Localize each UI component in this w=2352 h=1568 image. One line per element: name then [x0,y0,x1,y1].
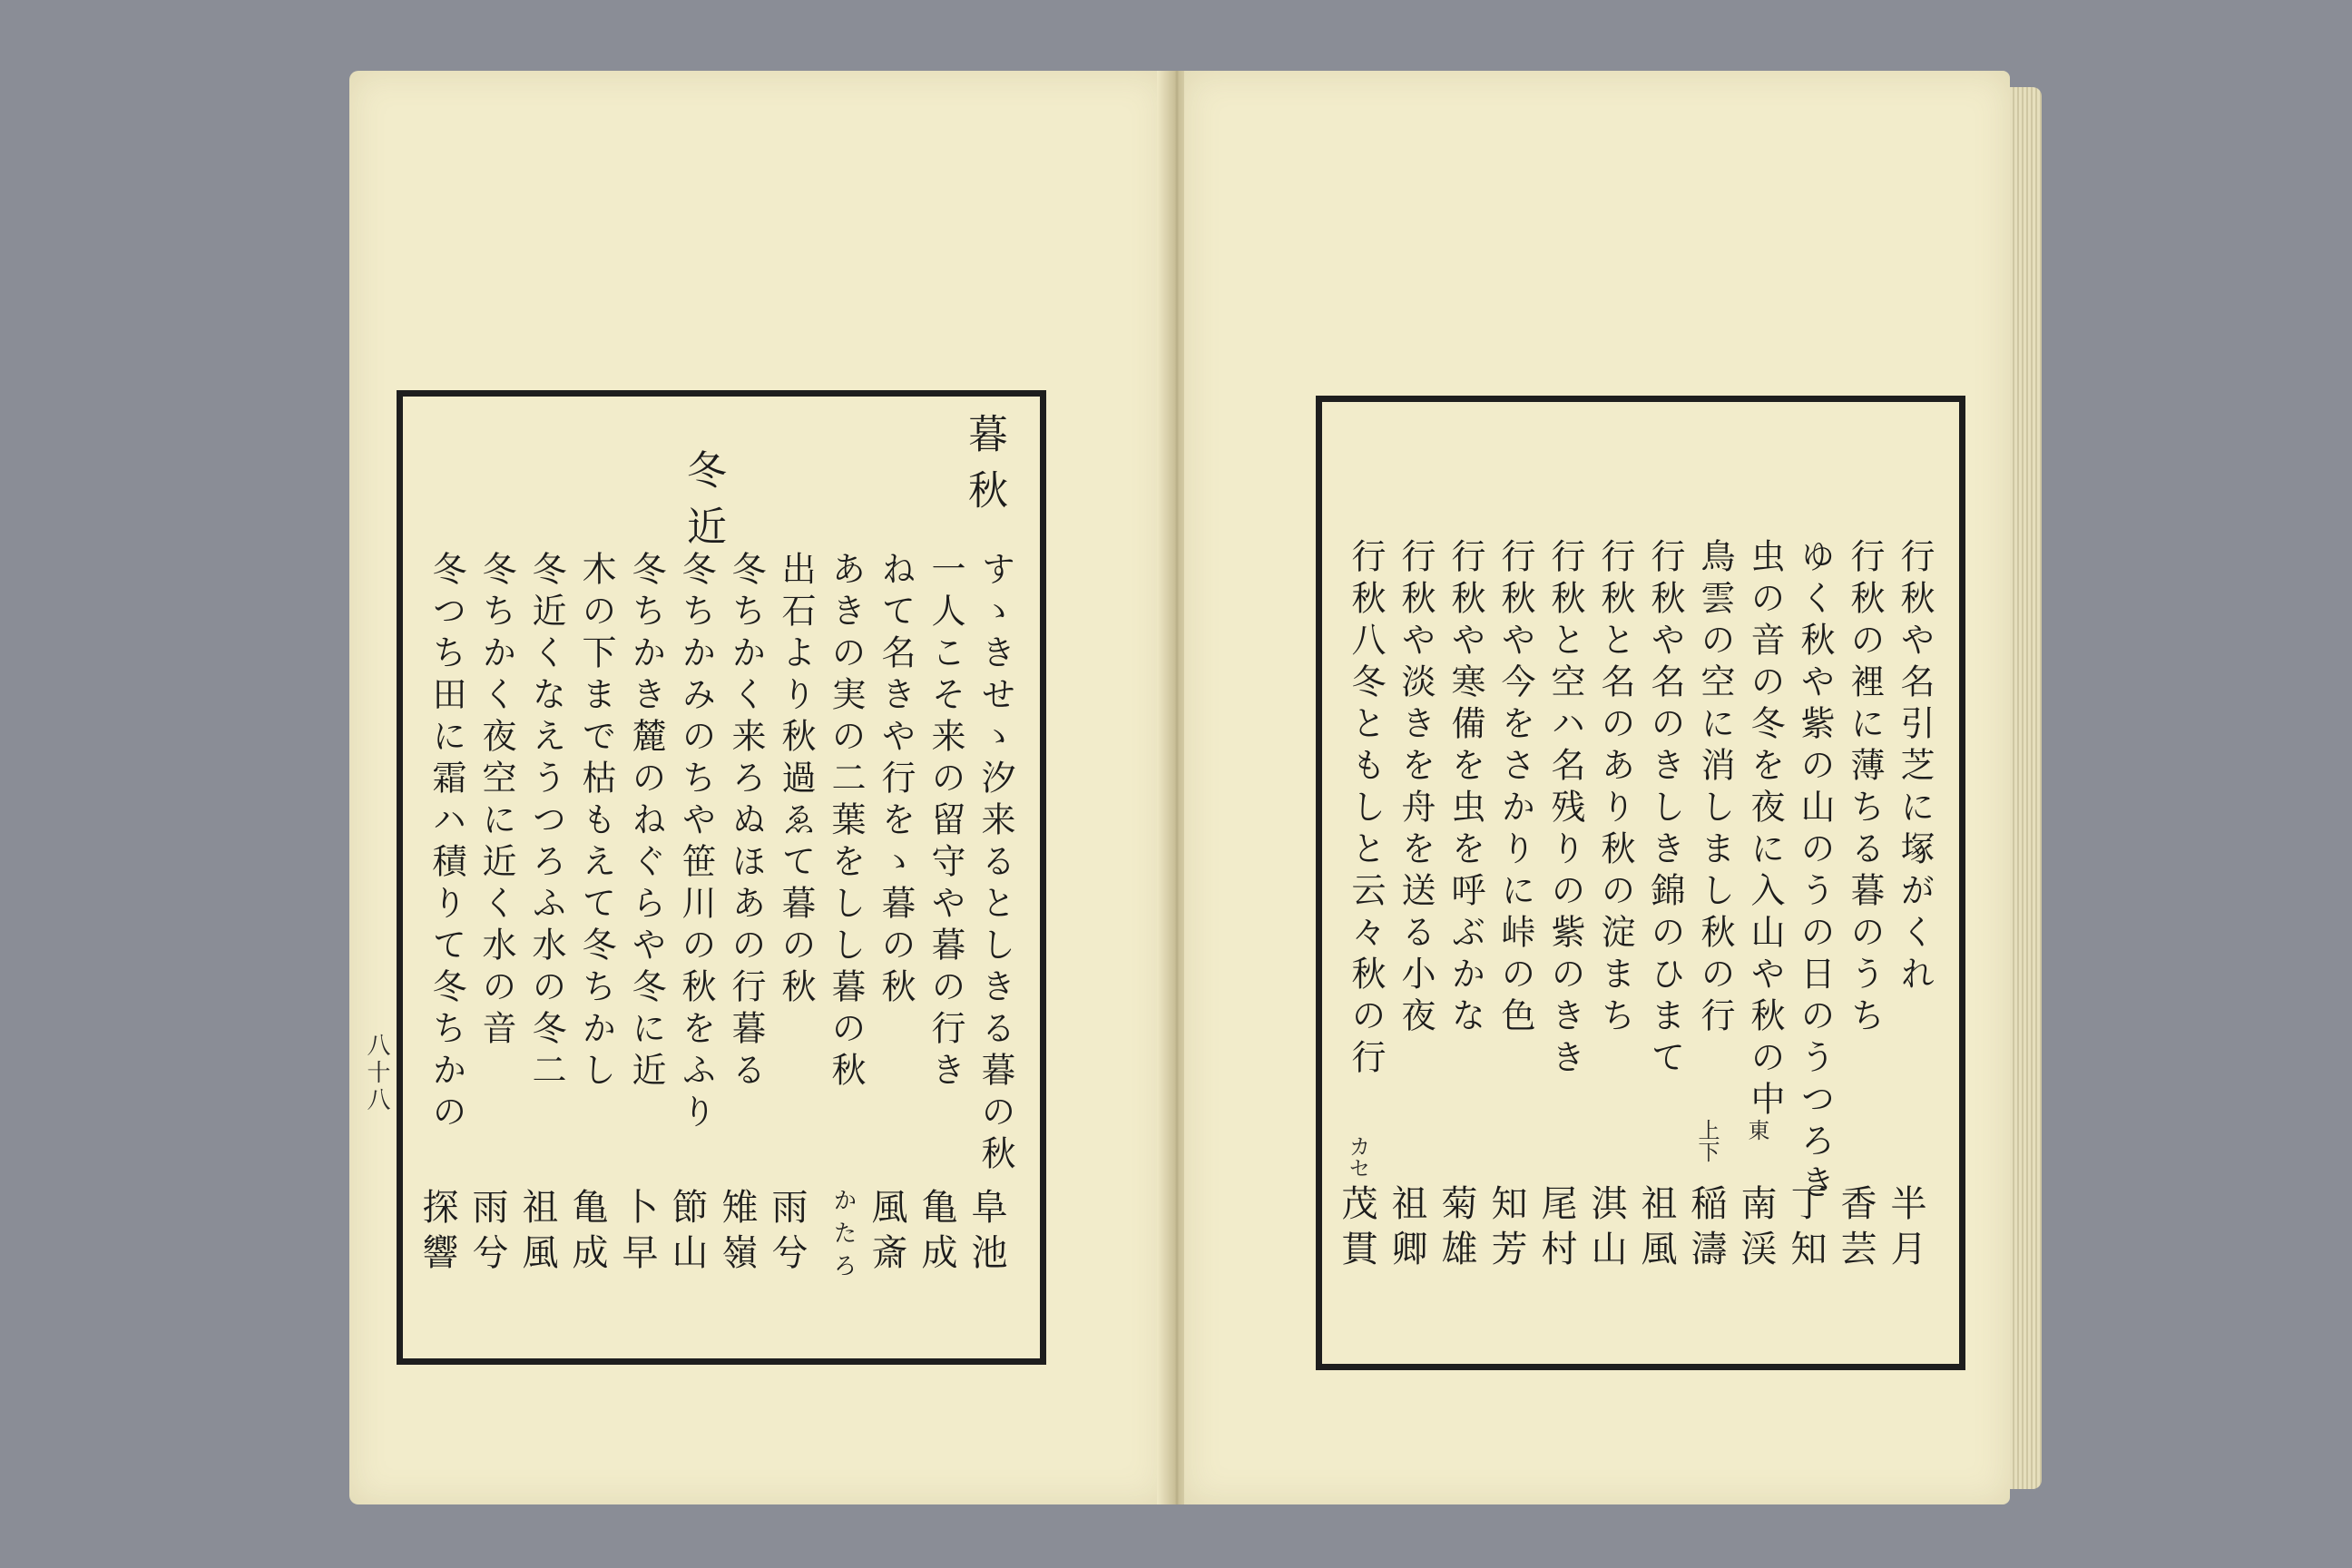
author: 風斎 [866,1188,907,1279]
verse-col: 冬ちかく夜空に近く水の音 [476,551,516,1052]
verse-col: 一人こそ来の留守や暮の行き [926,551,965,1093]
author: 稲濤 [1685,1184,1727,1275]
verse-col: 木の下まで枯もえて冬ちかし [576,551,616,1093]
author: 香芸 [1835,1184,1877,1275]
author: 淇山 [1585,1184,1627,1275]
author: 雨兮 [766,1188,808,1279]
verse-col: 行秋と空ハ名残りの紫のきき [1545,538,1585,1081]
right-text-frame [1316,396,1965,1370]
author: 祖風 [1635,1184,1677,1275]
verse-col: ゆく秋や紫の山のうの日のうつろき [1795,538,1835,1206]
verse-col: 虫の音の冬を夜に入山や秋の中 [1745,538,1785,1122]
author: 亀成 [566,1188,608,1279]
author: 節山 [666,1188,708,1279]
author: 尾村 [1535,1184,1577,1275]
annotation: 上下 [1694,1119,1720,1162]
author: 阜池 [965,1188,1007,1279]
open-book [349,71,2042,1504]
author: 祖風 [516,1188,558,1279]
author: 卜早 [616,1188,658,1279]
verse-col: 行秋と名のあり秋の淀まち [1595,538,1635,1039]
author: かたろ [829,1188,857,1286]
page-edges [2010,87,2042,1489]
title-boshu: 暮秋 [961,413,1007,525]
author: 菊雄 [1436,1184,1477,1275]
verse-col: 行秋や名のきしき錦のひまて [1645,538,1685,1081]
verse-col: ねて名きや行をゝ暮の秋 [876,551,916,1010]
author: 丁知 [1785,1184,1827,1275]
verse-col: あきの実の二葉をしし暮の秋 [826,551,866,1093]
verse-col: 行秋や淡きを舟を送る小夜 [1396,538,1436,1039]
author: 南渓 [1735,1184,1777,1275]
verse-col: 行秋八冬ともしと云々秋の行 [1346,538,1386,1081]
page-number: 八十八 [363,1033,390,1114]
verse-col: 行秋や名引芝に塚がくれ [1895,538,1935,997]
annotation: カセ [1345,1135,1370,1179]
author: 雨兮 [466,1188,508,1279]
left-page [349,71,1166,1504]
verse-col: すゝきせゝ汐来るとしきる暮の秋 [975,551,1015,1177]
author: 知芳 [1485,1184,1527,1275]
left-text-frame [397,390,1046,1365]
verse-col: 冬ちかき麓のねぐらや冬に近 [626,551,666,1093]
annotation: 東 [1744,1119,1769,1141]
author: 雉嶺 [716,1188,758,1279]
verse-col: 冬ちかみのちや笹川の秋をふり [676,551,716,1135]
verse-col: 行秋の裡に薄ちる暮のうち [1845,538,1885,1039]
author: 亀成 [916,1188,957,1279]
verse-col: 鳥雲の空に消しまし秋の行 [1695,538,1735,1039]
verse-col: 冬近くなえうつろふ水の冬二 [526,551,566,1093]
verse-col: 行秋や寒備を虫を呼ぶかな [1446,538,1485,1039]
title-fuyu-chika: 冬近 [680,449,726,562]
author: 茂貫 [1336,1184,1377,1275]
right-page [1184,71,2010,1504]
verse-col: 冬ちかく来ろぬほあの行暮る [726,551,766,1093]
verse-col: 出石より秋過ゑて暮の秋 [776,551,816,1010]
author: 祖卿 [1386,1184,1427,1275]
author: 探響 [416,1188,458,1279]
verse-col: 冬つち田に霜ハ積りて冬ちかの [426,551,466,1135]
author: 半月 [1885,1184,1926,1275]
verse-col: 行秋や今をさかりに峠の色 [1495,538,1535,1039]
